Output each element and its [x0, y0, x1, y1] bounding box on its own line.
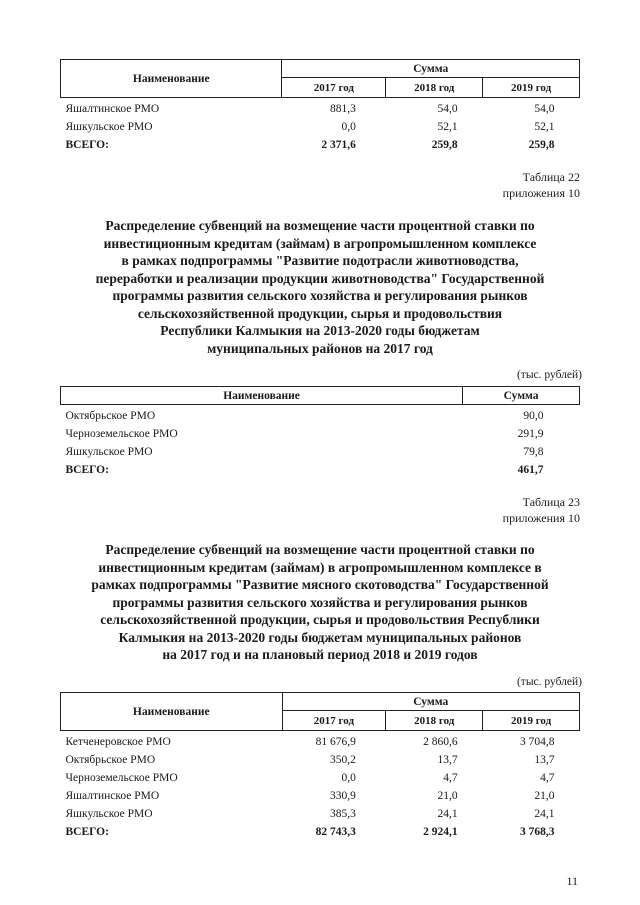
table-1-year-2017: 2017 год	[282, 78, 386, 98]
total-2019: 259,8	[528, 139, 555, 151]
caption-appendix: приложения 10	[502, 511, 580, 525]
table-3-unit: (тыс. рублей)	[516, 676, 582, 688]
value-2019: 3 704,8	[520, 736, 555, 748]
total-row	[61, 823, 580, 841]
value-2018: 2 860,6	[423, 736, 458, 748]
table-3-header-sum: Сумма	[282, 693, 580, 711]
row-value: 90,0	[523, 410, 544, 422]
value-2017: 81 676,9	[315, 736, 356, 748]
table-3-header-name: Наименование	[61, 693, 283, 731]
value-2018: 4,7	[443, 772, 458, 784]
value-2019: 54,0	[534, 103, 555, 115]
total-2017: 82 743,3	[315, 826, 356, 838]
page-number: 11	[566, 874, 578, 888]
table-row	[61, 805, 580, 823]
table-3-year-2019: 2019 год	[483, 711, 580, 731]
row-value: 291,9	[517, 428, 544, 440]
value-2018: 24,1	[437, 808, 458, 820]
table-2-header-sum: Сумма	[463, 387, 580, 405]
table-23-heading	[50, 541, 590, 664]
value-2018: 21,0	[437, 790, 458, 802]
table-3	[60, 692, 580, 841]
table-row	[61, 751, 580, 769]
heading-line: сельскохозяйственной продукции, сырья и продовольствия	[137, 305, 503, 321]
value-2017: 330,9	[329, 790, 356, 802]
heading-line: инвестиционным кредитам (займам) в агропромышленном комплексе в	[98, 559, 542, 575]
table-row	[61, 769, 580, 787]
table-row	[61, 425, 580, 443]
value-2017: 0,0	[341, 772, 356, 784]
value-2019: 4,7	[540, 772, 555, 784]
total-value: 461,7	[517, 464, 544, 476]
value-2018: 54,0	[437, 103, 458, 115]
row-name: Яшкульское РМО	[65, 121, 153, 133]
row-name: Октябрьское РМО	[65, 754, 156, 766]
value-2019: 21,0	[534, 790, 555, 802]
heading-line: инвестиционным кредитам (займам) в агропромышленном комплексе	[103, 235, 537, 251]
total-row	[61, 136, 580, 154]
total-label: ВСЕГО:	[65, 826, 109, 838]
value-2018: 13,7	[437, 754, 458, 766]
table-row	[61, 443, 580, 461]
value-2017: 0,0	[341, 121, 356, 133]
table-row	[61, 787, 580, 805]
value-2017: 881,3	[329, 103, 356, 115]
caption-appendix: приложения 10	[502, 186, 580, 200]
table-row	[61, 118, 580, 136]
table-1-year-2019: 2019 год	[483, 78, 580, 98]
table-22-caption	[503, 169, 580, 201]
row-name: Черноземельское РМО	[65, 428, 178, 440]
heading-line: на 2017 год и на плановый период 2018 и 2019 годов	[162, 647, 478, 662]
heading-line: рамках подпрограммы "Развитие мясного скотоводства" Государственной	[91, 577, 549, 592]
heading-line: Республики Калмыкия на 2013-2020 годы бюджетам	[160, 323, 480, 338]
row-value: 79,8	[523, 446, 544, 458]
table-2	[60, 386, 580, 479]
table-3-year-2017: 2017 год	[282, 711, 386, 731]
table-row	[61, 405, 580, 426]
value-2017: 350,2	[329, 754, 356, 766]
table-row	[61, 731, 580, 752]
row-name: Октябрьское РМО	[65, 410, 156, 422]
table-3-year-2018: 2018 год	[386, 711, 483, 731]
row-name: Кетченеровское РМО	[65, 736, 171, 748]
heading-line: программы развития сельского хозяйства и регулирования рынков	[112, 594, 528, 610]
heading-line: Калмыкия на 2013-2020 годы бюджетам муниципальных районов	[118, 629, 522, 645]
row-name: Черноземельское РМО	[65, 772, 178, 784]
heading-line: муниципальных районов на 2017 год	[207, 340, 433, 356]
value-2019: 52,1	[534, 121, 555, 133]
heading-line: Распределение субвенций на возмещение части процентной ставки по	[105, 218, 535, 233]
total-2018: 259,8	[431, 139, 458, 151]
value-2017: 385,3	[329, 808, 356, 820]
heading-line: переработки и реализации продукции животноводства" Государственной	[95, 270, 545, 286]
heading-line: сельскохозяйственной продукции, сырья и продовольствия Республики	[100, 612, 540, 627]
row-name: Яшкульское РМО	[65, 446, 153, 458]
value-2019: 24,1	[534, 808, 555, 820]
row-name: Яшкульское РМО	[65, 808, 153, 820]
caption-table-number: Таблица 23	[522, 495, 580, 509]
total-2017: 2 371,6	[321, 139, 356, 151]
row-name: Яшалтинское РМО	[65, 103, 160, 115]
total-2018: 2 924,1	[423, 826, 458, 838]
table-1-header-sum: Сумма	[282, 60, 580, 78]
caption-table-number: Таблица 22	[522, 170, 580, 184]
total-label: ВСЕГО:	[65, 139, 109, 151]
table-23-caption	[503, 494, 580, 526]
total-row	[61, 461, 580, 479]
table-22-heading	[50, 217, 590, 357]
table-1	[60, 59, 580, 154]
table-1-year-2018: 2018 год	[386, 78, 483, 98]
heading-line: Распределение субвенций на возмещение части процентной ставки по	[105, 542, 535, 557]
table-2-header-name: Наименование	[61, 387, 463, 405]
heading-line: программы развития сельского хозяйства и регулирования рынков	[112, 288, 528, 303]
table-row	[61, 98, 580, 119]
row-name: Яшалтинское РМО	[65, 790, 160, 802]
value-2019: 13,7	[534, 754, 555, 766]
value-2018: 52,1	[437, 121, 458, 133]
total-2019: 3 768,3	[520, 826, 555, 838]
table-2-unit: (тыс. рублей)	[516, 369, 582, 381]
heading-line: в рамках подпрограммы "Развитие подотрасли животноводства,	[121, 253, 519, 268]
table-1-header-name: Наименование	[61, 60, 282, 98]
total-label: ВСЕГО:	[65, 464, 109, 476]
